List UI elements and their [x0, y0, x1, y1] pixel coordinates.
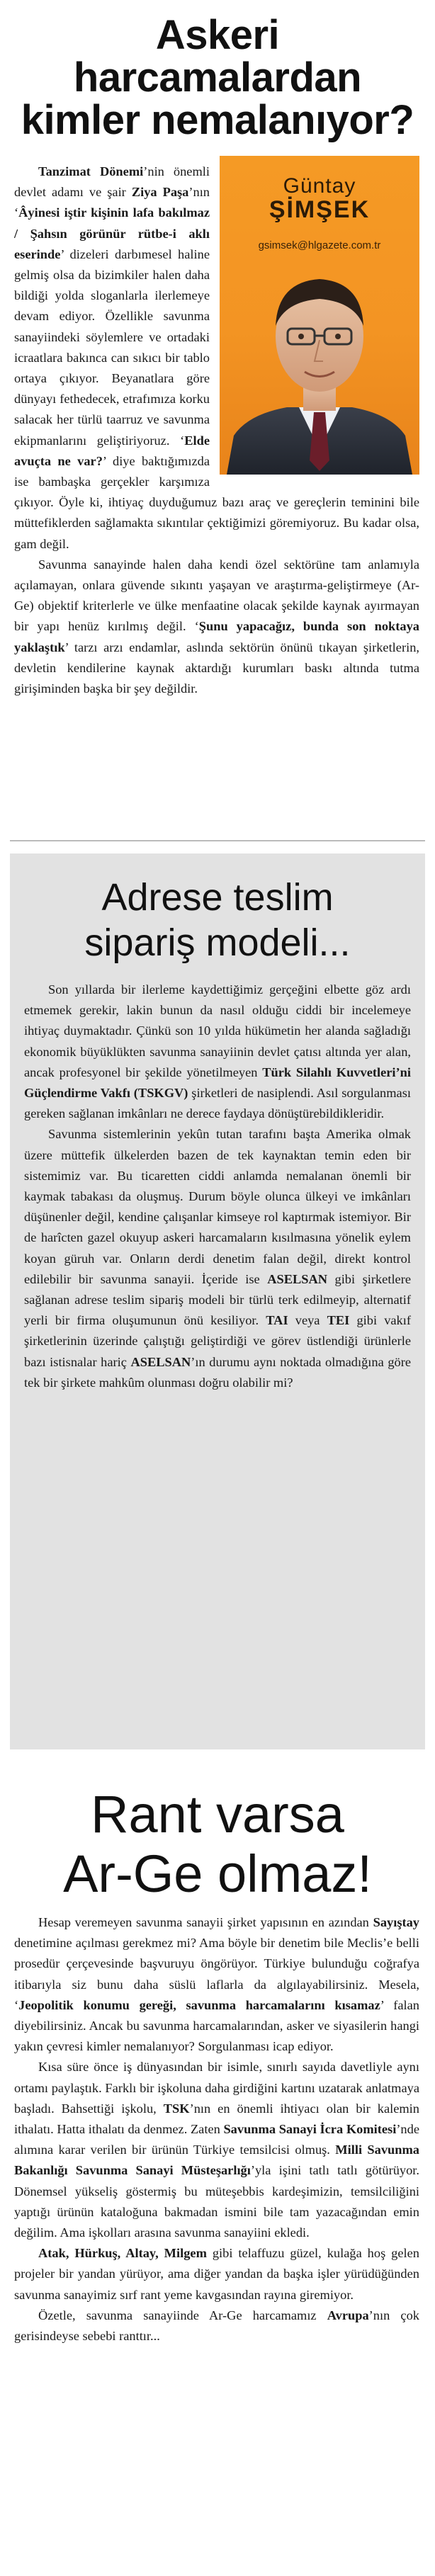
text-run: Savunma sanayinde halen daha kendi özel sektörüne tam anlamıyla açılamayan, onlara güvende sıkıntı yaşayan ve araştırma-geliştirmeye (Ar-Ge) objektif kriterlerle ve ülke menfaatine olacak şekilde kaynak ayırmayan bir yapı henüz kırılmış değil. ‘ — [14, 557, 419, 634]
text-run: ’ tarzı arzı endamlar, aslında sektörün önünü tıkayan şirketlerin, devletin kendilerine kaynak aktardığı kurumları baskı altında tutma girişiminden başka bir şey değildir. — [14, 640, 419, 696]
article-intro — [14, 161, 419, 699]
divider — [10, 840, 425, 841]
box-title-line: Adrese teslim — [101, 876, 334, 919]
bold-run: Türk Silahlı Kuvvetleri’ni Güçlendirme Vakfı (TSKGV) — [24, 1065, 411, 1101]
text-run: gibi telaffuzu güzel, kulağa hoş gelen projeler bir yandan yürüyor, ama diğer yandan da başka işler yürüdüğünden savunma sanayimiz sırf rant yeme kavgasından rayına giremiyor. — [14, 2246, 419, 2302]
bold-run: Tanzimat Dönemi — [38, 164, 144, 178]
columnist-photo — [220, 255, 419, 475]
text-run: ’nın çok gerisindeyse sebebi ranttır... — [14, 2308, 419, 2344]
bold-run: Sayıştay — [373, 1915, 419, 1929]
text-run: Kısa süre önce iş dünyasından bir isimle, sınırlı sayıda davetliyle aynı ortamı paylaştık. Farklı bir işkoluna daha girdiğini kartını uzatarak anlatmaya başladı. Bahsettiği işkolu, — [14, 2060, 419, 2116]
text-run: ’ diye baktığımızda ise bambaşka gerçekler karşımıza çıkıyor. Öyle ki, ihtiyaç duyduğumuz bazı araç ve gereçlerin teminini bile müttefiklerden sağlamakta sıkıntılar çektiğimizi göremiyoruz. Bu kadar olsa, gam değil. — [14, 453, 419, 551]
paragraph — [14, 555, 419, 699]
paragraph — [24, 980, 411, 1124]
paragraph — [14, 2305, 419, 2347]
text-run: Son yıllarda bir ilerleme kaydettiğimiz gerçeğini elbette göz ardı etmemek gerekir, lakin bunun da nasıl olduğu ciddi bir incelemeye ihtiyaç duymaktadır. Çünkü son 10 yılda hükümetin her alanda sağladığı ekonomik büyüklükten savunma sanayiinin devlet çatısı altında yer alan, ancak profesyonel bir şekilde yönetilmeyen — [24, 982, 411, 1079]
section-body — [14, 1912, 419, 2347]
section-title-line: Ar-Ge olmaz! — [63, 1844, 372, 1903]
text-run: Hesap veremeyen savunma sanayii şirket yapısının en azından — [38, 1915, 373, 1929]
bold-run: Jeopolitik konumu gereği, savunma harcamalarını kısamaz — [18, 1997, 380, 2012]
columnist-last-name: ŞİMŞEK — [269, 196, 371, 223]
headline-line: kimler nemalanıyor? — [21, 97, 414, 143]
columnist-first-name: Güntay — [283, 174, 356, 198]
text-run: gibi şirketlere sağlanan adrese teslim sipariş modeli bir türlü terk edilmeyip, alternatif yerli bir firma oluşumunun önü kesiliyor. — [24, 1271, 411, 1328]
headline-line: Askeri — [155, 12, 280, 58]
bold-run: ASELSAN — [267, 1271, 328, 1286]
text-run: ’ın durumu aynı noktada olmadığına göre tek bir şirkete mahkûm olunması doğru olabilir mi? — [24, 1354, 411, 1390]
paragraph — [14, 2057, 419, 2243]
paragraph — [14, 2243, 419, 2305]
bold-run: Atak, Hürkuş, Altay, Milgem — [38, 2246, 207, 2261]
bold-run: Milli Savunma Bakanlığı Savunma Sanayi Müsteşarlığı — [14, 2143, 420, 2178]
bold-run: Âyinesi iştir kişinin lafa bakılmaz / Şahsın görünür rütbe-i aklı eserinde — [14, 205, 210, 261]
bold-run: Savunma Sanayi İcra Komitesi — [223, 2122, 397, 2137]
columnist-email: gsimsek@hlgazete.com.tr — [258, 239, 381, 251]
text-run: veya — [288, 1313, 327, 1328]
section-title-line: Rant varsa — [91, 1785, 344, 1844]
bold-run: Şunu yapacağız, bunda son noktaya yaklaştık — [14, 619, 419, 654]
text-run: ’nın en önemli ihtiyacı olan bir kalemin ithalatı. Hatta ithalatı da denmez. Zaten — [14, 2101, 419, 2137]
section-title — [0, 1785, 435, 1904]
text-run: ’nın ‘ — [14, 185, 210, 220]
headline — [0, 14, 435, 142]
text-run: gibi vakıf şirketlerinin üzerinde çalıştığı geliştirdiği ve görev üstlendiği ürünlerle bazı istisnalar hariç — [24, 1313, 411, 1369]
text-run: ’nin önemli devlet adamı ve şair — [14, 164, 210, 200]
sidebar-box — [10, 853, 425, 1749]
box-title — [10, 875, 425, 965]
text-run: denetimine açılması gerekmez mi? Ama böyle bir denetim bile Meclis’e belli prosedür çerçevesinde başvuruyu öngörüyor. Türkiye bulunduğu coğrafya itibarıyla siz bunu daha süslü laflarla da algılayabilirsiniz. Mesela, ‘ — [14, 1936, 419, 2012]
bold-run: TEI — [327, 1313, 350, 1328]
paragraph — [14, 1912, 419, 2057]
bold-run: Avrupa — [327, 2308, 369, 2322]
bold-run: Ziya Paşa — [131, 185, 189, 200]
text-run: ’ dizeleri darbımesel haline gelmiş olsa da bizimkiler halen daha bildiği yolda sloganlarla ilerlemeye devam ediyor. Özellikle savunma sanayiindeki söylemlere ve ortadaki icraatlara bakınca can sıkıcı bir tablo ortaya çıkıyor. Beyanatlara göre dünyayı fethedecek, etrafımıza korku salacak her türlü taarruz ve savunma ekipmanlarını geliştiriyoruz. ‘ — [14, 246, 210, 448]
bold-run: ASELSAN — [130, 1354, 191, 1369]
text-run: ’yla işini tatlı tatlı götürüyor. Dönemsel yükseliş göstermiş bu müteşebbis kardeşimizin, temsilciliğini yaptığı ürünün kataloğuna bakmadan ismini bile tam yazacağından emin değilim. Ama işkolları arasına savunma sanayiini ekledi. — [14, 2163, 419, 2240]
headline-line: harcamalardan — [73, 55, 362, 101]
paragraph — [24, 1124, 411, 1393]
text-run: şirketleri de nasiplendi. Asıl sorgulanması gereken sağlanan imkânları ne derece faydaya dönüştürebildikleridir. — [24, 1086, 411, 1121]
box-title-line: sipariş modeli... — [84, 921, 351, 964]
text-run: Savunma sistemlerinin yekûn tutan tarafını başta Amerika olmak üzere müttefik ülkelerden bazen de tek kaynaktan temin eden bir sistemimiz var. Bu ticaretten ciddi anlamda nemalanan önemli bir kaymak tabakası da oluşmuş. Durum böyle olunca ülkeyi ve imkânları düşünenler değil, kendine çalışanlar kimseye rol kaptırmak istemiyor. Bir de harîcten gazel okuyup askeri harcamaların kısılmasına yönelik eylem koyan güruh var. Onların derdi denetim falan değil, direkt kontrol edilebilir bir savunma sanayii. İçeride ise — [24, 1127, 411, 1286]
box-body — [24, 980, 411, 1393]
bold-run: Elde avuçta ne var? — [14, 433, 210, 468]
text-run: ’nde alımına karar verilen bir ürünün Türkiye temsilcisi olmuş. — [14, 2122, 419, 2157]
text-run: Özetle, savunma sanayiinde Ar-Ge harcamamız — [38, 2308, 327, 2322]
columnist-box — [220, 156, 419, 475]
bold-run: TSK — [163, 2101, 190, 2116]
text-run: ’ falan diyebilirsiniz. Ancak bu savunma harcamalarından, asker ve siyasilerin hangi yakın çevresi kimler nemalanıyor? Sorgulanması icap ediyor. — [14, 1997, 419, 2054]
bold-run: TAI — [266, 1313, 288, 1328]
